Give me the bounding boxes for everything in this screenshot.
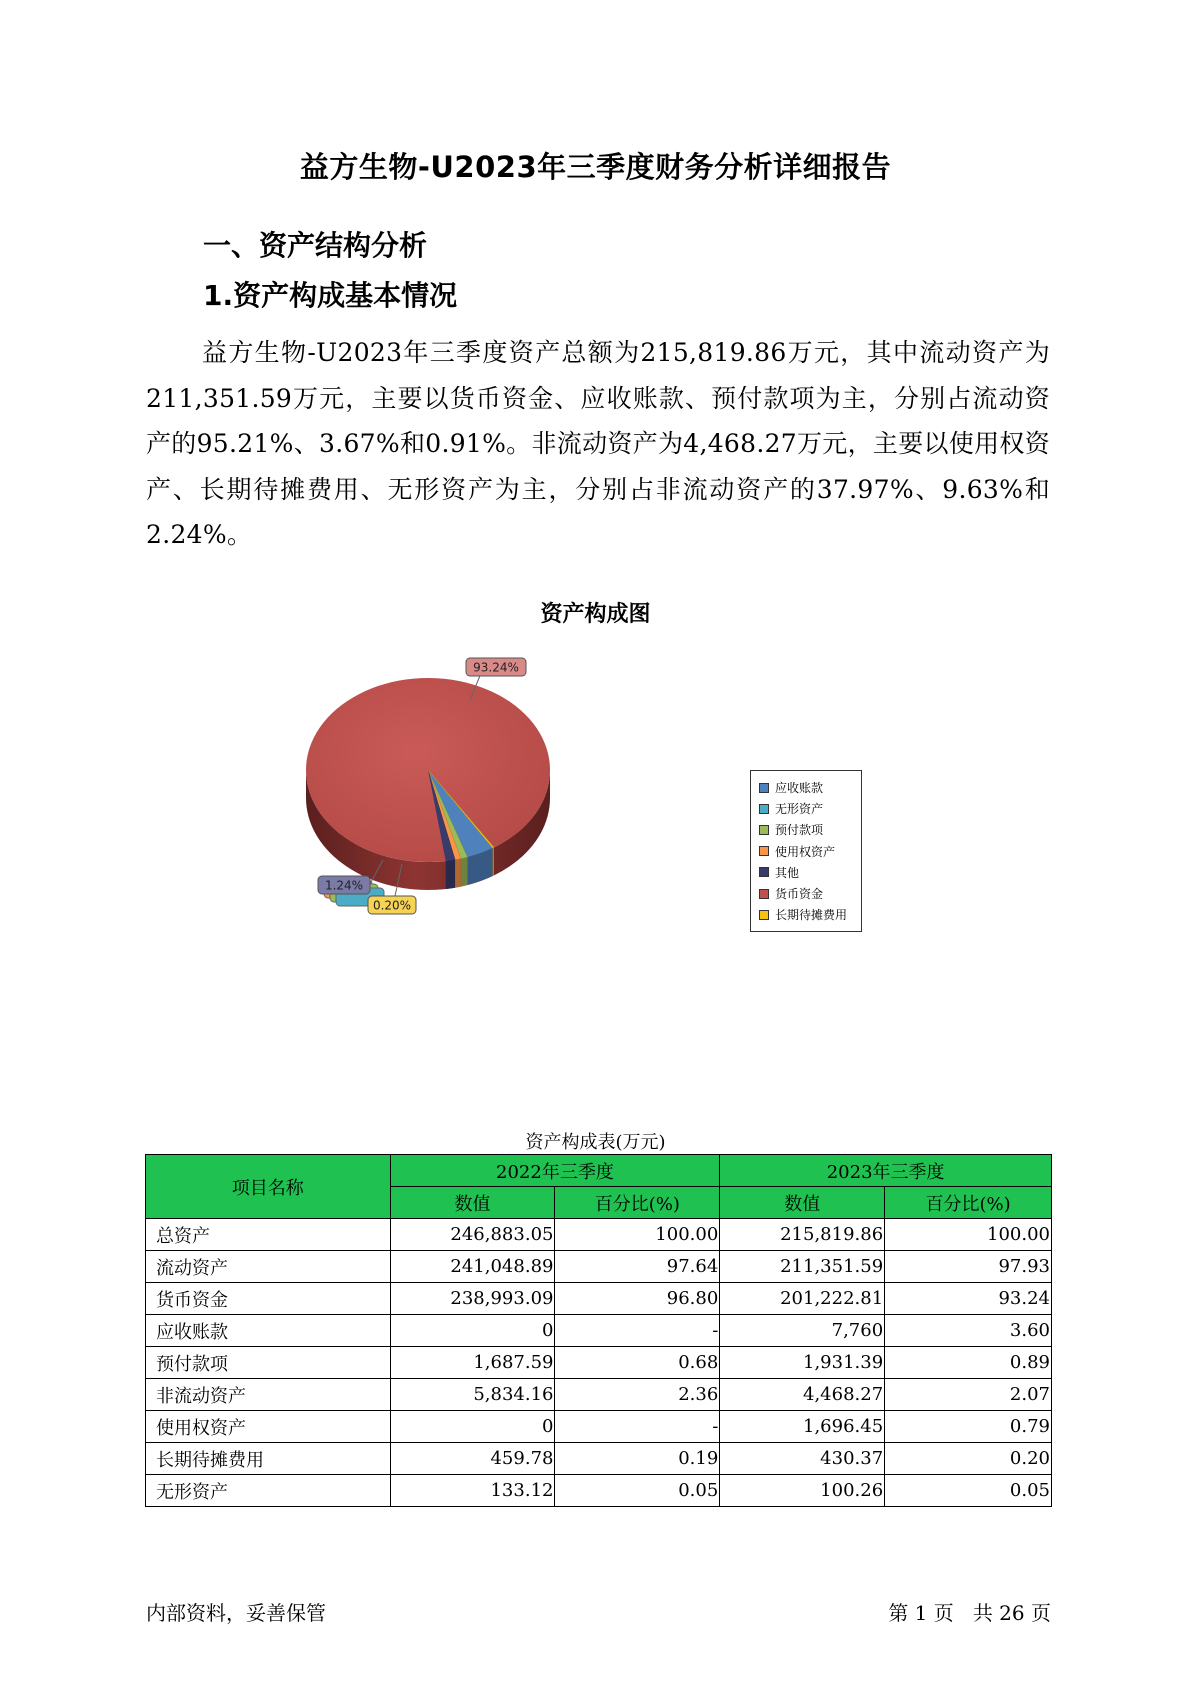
table-cell: 201,222.81 [720,1283,885,1315]
legend-label: 其他 [775,865,800,880]
pie-slice-side [493,847,494,876]
table-cell: 0.05 [555,1475,720,1507]
row-label: 使用权资产 [146,1411,391,1443]
table-cell: 3.60 [885,1315,1052,1347]
legend-swatch [759,804,769,814]
legend-swatch [759,910,769,920]
pie-slice-side [446,860,455,889]
legend-item [759,862,861,883]
legend-swatch [759,783,769,793]
header-percent-2022: 百分比(%) [555,1187,720,1219]
table-row [146,1379,1052,1411]
table-cell: 97.64 [555,1251,720,1283]
chart-legend [750,770,862,932]
data-label: 1.24% [324,878,364,893]
table-cell: 5,834.16 [390,1379,555,1411]
legend-item [759,883,861,904]
table-row [146,1283,1052,1315]
section-heading: 一、资产结构分析 [203,229,428,262]
table-cell: 459.78 [390,1443,555,1475]
page-number: 第 1 页 共 26 页 [888,1601,1051,1625]
legend-label: 应收账款 [775,781,824,796]
footer-confidential: 内部资料，妥善保管 [146,1601,326,1625]
legend-swatch [759,867,769,877]
legend-label: 使用权资产 [775,844,836,859]
header-value-2022: 数值 [390,1187,555,1219]
legend-label: 无形资产 [775,802,824,817]
table-row [146,1315,1052,1347]
table-cell: 96.80 [555,1283,720,1315]
table-cell: 1,696.45 [720,1411,885,1443]
table-cell: 241,048.89 [390,1251,555,1283]
row-label: 流动资产 [146,1251,391,1283]
table-cell: 0.89 [885,1347,1052,1379]
table-cell: 2.07 [885,1379,1052,1411]
legend-item [759,798,861,819]
table-row [146,1443,1052,1475]
table-row [146,1475,1052,1507]
table-cell: 0.79 [885,1411,1052,1443]
pie-slice-side [455,859,461,888]
table-cell: 133.12 [390,1475,555,1507]
table-row [146,1347,1052,1379]
header-period-2023: 2023年三季度 [720,1155,1052,1187]
document-title: 益方生物-U2023年三季度财务分析详细报告 [299,150,892,184]
table-cell: 238,993.09 [390,1283,555,1315]
row-label: 总资产 [146,1219,391,1251]
table-cell: 430.37 [720,1443,885,1475]
table-cell: 0.05 [885,1475,1052,1507]
header-percent-2023: 百分比(%) [885,1187,1052,1219]
pie-slice-side [461,857,468,887]
table-cell: 246,883.05 [390,1219,555,1251]
legend-swatch [759,846,769,856]
table-cell: 1,687.59 [390,1347,555,1379]
legend-label: 长期待摊费用 [775,908,848,923]
table-cell: 93.24 [885,1283,1052,1315]
row-label: 应收账款 [146,1315,391,1347]
table-cell: 0.19 [555,1443,720,1475]
asset-structure-table [145,1154,1052,1507]
chart-title: 资产构成图 [540,602,651,627]
table-cell: 7,760 [720,1315,885,1347]
table-cell: 215,819.86 [720,1219,885,1251]
row-label: 无形资产 [146,1475,391,1507]
legend-label: 货币资金 [775,887,824,902]
table-cell: 211,351.59 [720,1251,885,1283]
legend-swatch [759,825,769,835]
table-cell: - [555,1411,720,1443]
table-row [146,1411,1052,1443]
analysis-paragraph: 益方生物-U2023年三季度资产总额为215,819.86万元，其中流动资产为211,351.59万元，主要以货币资金、应收账款、预付款项为主，分别占流动资产的95.21%、3.67%和0.91%。非流动资产为4,468.27万元，主要以使用权资产、长期待摊费用、无形资产为主，分别占非流动资产的37.97%、9.63%和2.24%。 [146,338,1050,549]
row-label: 非流动资产 [146,1379,391,1411]
table-cell: 1,931.39 [720,1347,885,1379]
row-label: 货币资金 [146,1283,391,1315]
header-period-2022: 2022年三季度 [390,1155,720,1187]
row-label: 预付款项 [146,1347,391,1379]
table-cell: 100.00 [555,1219,720,1251]
table-cell: 97.93 [885,1251,1052,1283]
table-cell: 4,468.27 [720,1379,885,1411]
legend-item [759,819,861,840]
table-cell: 100.00 [885,1219,1052,1251]
table-cell: 0.20 [885,1443,1052,1475]
table-cell: 2.36 [555,1379,720,1411]
row-label: 长期待摊费用 [146,1443,391,1475]
legend-label: 预付款项 [775,823,824,838]
table-row [146,1219,1052,1251]
table-cell: 0 [390,1411,555,1443]
header-value-2023: 数值 [720,1187,885,1219]
data-label: 0.20% [372,898,412,913]
legend-item [759,841,861,862]
header-item-name: 项目名称 [146,1155,391,1219]
table-caption: 资产构成表(万元) [525,1132,666,1153]
subsection-heading: 1.资产构成基本情况 [203,279,458,312]
legend-item [759,904,861,925]
table-cell: 100.26 [720,1475,885,1507]
table-cell: 0 [390,1315,555,1347]
table-row [146,1251,1052,1283]
table-cell: - [555,1315,720,1347]
legend-item [759,777,861,798]
legend-swatch [759,889,769,899]
table-cell: 0.68 [555,1347,720,1379]
data-label: 93.24% [473,660,519,675]
